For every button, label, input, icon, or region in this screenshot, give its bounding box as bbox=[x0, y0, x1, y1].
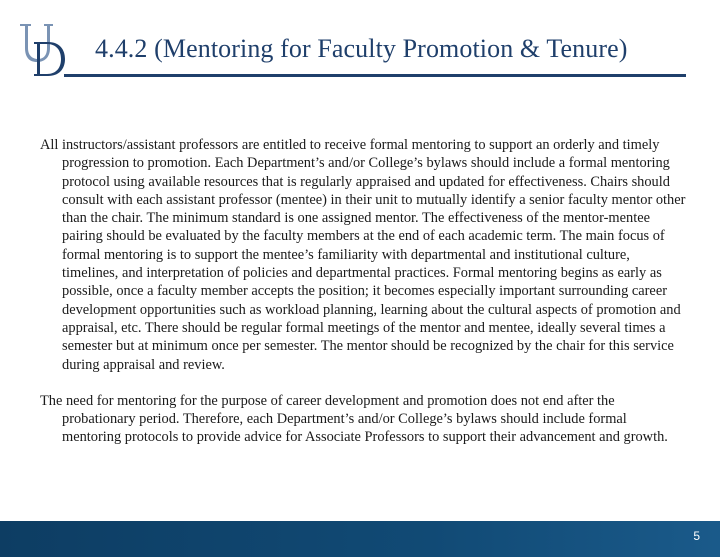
paragraph-mentoring-entitlement: All instructors/assistant professors are entitled to receive formal mentoring to support an orderly and timely progression to promotion. Each Department’s and/or College’s bylaws should include a formal mentoring protocol using available resources that is regularly appraised and updated for effectiveness. Chairs should consult with each assistant professor (mentee) in their unit to mutually identify a senior faculty mentor other than the chair. The minimum standard is one assigned mentor. The effectiveness of the mentor-mentee pairing should be evaluated by the faculty members at the end of each academic term. The main focus of formal mentoring is to support the mentee’s familiarity with departmental and institutional culture, timelines, and interpretation of policies and departmental practices. Formal mentoring begins as early as possible, once a faculty member accepts the position; it becomes especially important surrounding career development opportunities such as workload planning, learning about the cultural aspects of promotion and appraisal, etc. There should be regular formal meetings of the mentor and mentee, ideally several times a semester but at minimum once per semester. The mentor should be recognized by the chair for this service during appraisal and review. bbox=[40, 137, 686, 373]
title-underline bbox=[64, 74, 686, 77]
slide-title: 4.4.2 (Mentoring for Faculty Promotion & Tenure) bbox=[95, 34, 628, 63]
page-number: 5 bbox=[693, 529, 700, 543]
paragraph-associate-mentoring: The need for mentoring for the purpose of career development and promotion does not end after the probationary period. Therefore, each Department’s and/or College’s bylaws should include formal mentoring protocols to provide advice for Associate Professors to support their advancement and growth. bbox=[40, 392, 668, 446]
footer-bar bbox=[0, 521, 720, 557]
ud-logo bbox=[16, 20, 66, 78]
slide-body bbox=[40, 136, 686, 465]
